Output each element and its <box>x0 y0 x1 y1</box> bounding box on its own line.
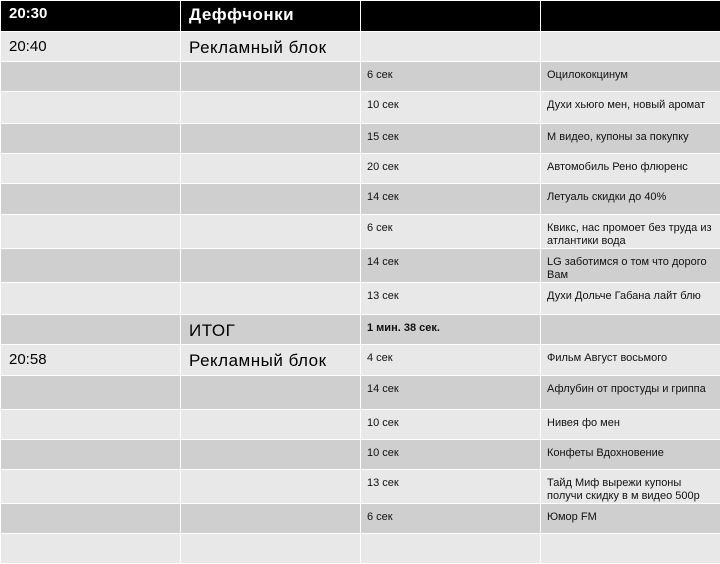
duration-cell: 14 сек <box>361 184 541 215</box>
ad-name-cell: LG заботимся о том что дорого Вам <box>541 249 720 283</box>
duration-cell: 13 сек <box>361 470 541 504</box>
ad-name-cell: М видео, купоны за покупку <box>541 124 720 154</box>
duration-cell: 4 сек <box>361 345 541 376</box>
block-row <box>1 345 720 376</box>
table-row <box>1 184 720 215</box>
table-row <box>1 154 720 184</box>
ad-name-cell: Юмор FM <box>541 504 720 534</box>
table-row <box>1 470 720 504</box>
total-row <box>1 315 720 345</box>
total-label-cell: ИТОГ <box>181 315 361 345</box>
time-cell: 20:30 <box>1 1 181 32</box>
program-title-cell: Деффчонки <box>181 1 361 32</box>
duration-cell: 20 сек <box>361 154 541 184</box>
block-row <box>1 32 720 62</box>
table-row <box>1 410 720 440</box>
ad-name-cell: Афлубин от простуды и гриппа <box>541 376 720 410</box>
duration-cell: 13 сек <box>361 283 541 315</box>
time-cell: 20:40 <box>1 32 181 62</box>
table-row <box>1 283 720 315</box>
duration-cell: 6 сек <box>361 62 541 92</box>
table-row <box>1 249 720 283</box>
table-row <box>1 534 720 564</box>
duration-cell: 6 сек <box>361 504 541 534</box>
ad-name-cell: Автомобиль Рено флюренс <box>541 154 720 184</box>
ad-name-cell: Духи хьюго мен, новый аромат <box>541 92 720 124</box>
duration-cell: 6 сек <box>361 215 541 249</box>
ad-name-cell: Духи Дольче Габана лайт блю <box>541 283 720 315</box>
duration-cell: 14 сек <box>361 249 541 283</box>
block-title-cell: Рекламный блок <box>181 345 361 376</box>
table-row <box>1 215 720 249</box>
duration-cell: 14 сек <box>361 376 541 410</box>
ad-name-cell: Конфеты Вдохновение <box>541 440 720 470</box>
duration-cell: 10 сек <box>361 410 541 440</box>
ad-name-cell: Квикс, нас промоет без труда из атлантики вода <box>541 215 720 249</box>
ad-name-cell: Фильм Август восьмого <box>541 345 720 376</box>
ad-name-cell: Летуаль скидки до 40% <box>541 184 720 215</box>
duration-cell: 10 сек <box>361 92 541 124</box>
duration-cell: 15 сек <box>361 124 541 154</box>
table-row <box>1 504 720 534</box>
table-row <box>1 440 720 470</box>
table-row <box>1 376 720 410</box>
duration-cell: 10 сек <box>361 440 541 470</box>
table-row <box>1 124 720 154</box>
header-row <box>1 1 720 32</box>
total-value-cell: 1 мин. 38 сек. <box>361 315 541 345</box>
time-cell: 20:58 <box>1 345 181 376</box>
ad-name-cell: Нивея фо мен <box>541 410 720 440</box>
ad-name-cell: Тайд Миф вырежи купоны получи скидку в м видео 500р <box>541 470 720 504</box>
table-row <box>1 62 720 92</box>
ad-name-cell: Оцилококцинум <box>541 62 720 92</box>
block-title-cell: Рекламный блок <box>181 32 361 62</box>
table-row <box>1 92 720 124</box>
